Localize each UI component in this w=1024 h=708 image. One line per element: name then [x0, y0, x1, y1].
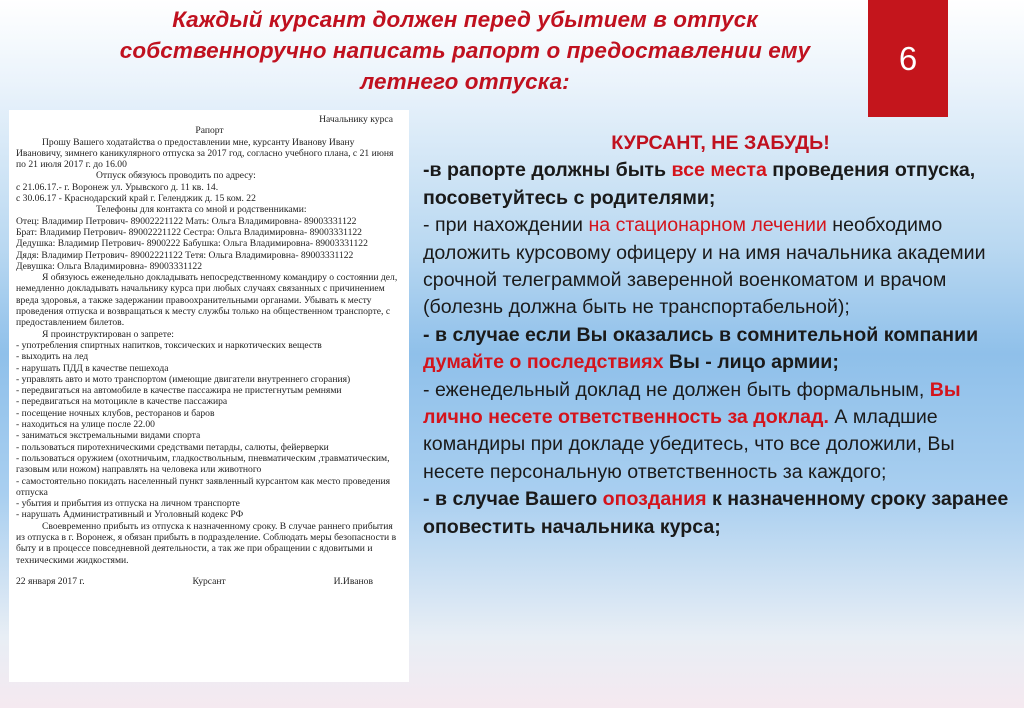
doc-closing: Своевременно прибыть из отпуска к назначенному сроку. В случае раннего прибытия из отпуска в г. Воронеж, я обязан прибыть в подразделение. Соблюдать меры безопасности в быту и в процессе повседневной деятельности, а так же при обращении с ядовитыми и техническими жидкостями.: [16, 520, 397, 566]
doc-prohibition: - убытия и прибытия из отпуска на личном транспорте: [16, 498, 240, 510]
doc-heading: Рапорт: [195, 125, 224, 137]
doc-rank: Курсант: [192, 575, 226, 587]
reminder-panel: [423, 130, 1018, 541]
doc-request: Прошу Вашего ходатайства о предоставлении мне, курсанту Иванову Ивану Ивановичу, зимнего каникулярного отпуска за 2017 год, согласно учебного плана, с 21 июня по 21 июля 2017 г. до 16.00: [16, 136, 394, 171]
doc-briefed: Я проинструктирован о запрете:: [42, 328, 174, 340]
slide-title: Каждый курсант должен перед убытием в отпуск собственноручно написать рапорт о предоставлении ему летнего отпуска:: [119, 7, 811, 94]
doc-prohibition: - заниматься экстремальными видами спорта: [16, 430, 201, 442]
reminder-item-lateness: - в случае Вашего опоздания к назначенному сроку заранее оповестить начальника курса;: [423, 488, 1009, 538]
doc-prohibition: - нарушать Административный и Уголовный кодекс РФ: [16, 509, 244, 521]
reminder-heading: КУРСАНТ, НЕ ЗАБУДЬ!: [611, 132, 830, 154]
doc-date: 22 января 2017 г.: [16, 575, 85, 587]
doc-phones-heading: Телефоны для контакта со мной и родственниками:: [96, 204, 307, 216]
reminder-item-hospital: - при нахождении на стационарном лечении необходимо доложить курсовому офицеру и на имя начальника академии срочной телеграммой заверенной военкоматом и врачом (болезнь должна быть не транспортабельной);: [423, 214, 986, 319]
doc-addressee: Начальнику курса: [319, 114, 393, 125]
slide-number-badge: 6: [868, 0, 948, 117]
doc-signature-line: [16, 576, 403, 587]
doc-address-1: с 21.06.17.- г. Воронеж ул. Урывского д. 11 кв. 14.: [16, 181, 219, 193]
doc-prohibition: - посещение ночных клубов, ресторанов и баров: [16, 407, 215, 419]
doc-prohibition: - выходить на лед: [16, 351, 89, 363]
doc-obligation: Отпуск обязуюсь проводить по адресу:: [96, 170, 256, 182]
report-document-image: [9, 110, 409, 682]
doc-address-2: с 30.06.17 - Краснодарский край г. Геленджик д. 15 ком. 22: [16, 193, 256, 205]
reminder-item-weekly-report: - еженедельный доклад не должен быть формальным, Вы лично несете ответственность за доклад. А младшие командиры при докладе убедитесь, что все доложили, Вы несете персональную ответственность за каждого;: [423, 378, 961, 483]
doc-prohibition: - пользоваться пиротехническими средствами петарды, салюты, фейерверки: [16, 441, 329, 453]
doc-prohibition: - нарушать ПДД в качестве пешехода: [16, 362, 169, 374]
doc-prohibition: - пользоваться оружием (охотничьим, гладкоствольным, пневматическим ,травматическим, газовым или ножом) направлять на человека или животного: [16, 452, 390, 476]
doc-phone-line: Брат: Владимир Петрович- 89002221122 Сестра: Ольга Владимировна- 89003331122: [16, 226, 362, 238]
doc-phone-line: Отец: Владимир Петрович- 89002221122 Мать: Ольга Владимировна- 89003331122: [16, 215, 357, 227]
doc-prohibition: - управлять авто и мото транспортом (имеющие двигатели внутреннего сгорания): [16, 373, 351, 385]
doc-prohibition: - самостоятельно покидать населенный пункт заявленный курсантом как место проведения отпуска: [16, 475, 390, 498]
reminder-item-places: -в рапорте должны быть все места проведения отпуска, посоветуйтесь с родителями;: [423, 159, 976, 209]
reminder-item-company: - в случае если Вы оказались в сомнительной компании думайте о последствиях Вы - лицо армии;: [423, 323, 979, 374]
doc-prohibition: - передвигаться на мотоцикле в качестве пассажира: [16, 396, 228, 408]
doc-commitment: Я обязуюсь еженедельно докладывать непосредственному командиру о состоянии дел, немедленно докладывать начальнику курса при любых случаях связанных с причинением вреда здоровья, а также задержании правоохранительными органами. Убывать к месту проведения отпуска и возвращаться к месту службы только на общественном транспорте, с предоставлением билетов.: [16, 272, 398, 329]
doc-signature: И.Иванов: [333, 575, 373, 587]
doc-phone-line: Дедушка: Владимир Петрович- 8900222 Бабушка: Ольга Владимировна- 89003331122: [16, 238, 368, 250]
doc-phone-line: Дядя: Владимир Петрович- 89002221122 Тетя: Ольга Владимировна- 89003331122: [16, 249, 354, 261]
doc-prohibition: - находиться на улице после 22.00: [16, 419, 155, 431]
doc-prohibition: - передвигаться на автомобиле в качестве пассажира не пристегнутым ремнями: [16, 385, 342, 397]
doc-prohibition: - употребления спиртных напитков, токсических и наркотических веществ: [16, 339, 322, 351]
doc-phone-line: Девушка: Ольга Владимировна- 89003331122: [16, 260, 203, 272]
